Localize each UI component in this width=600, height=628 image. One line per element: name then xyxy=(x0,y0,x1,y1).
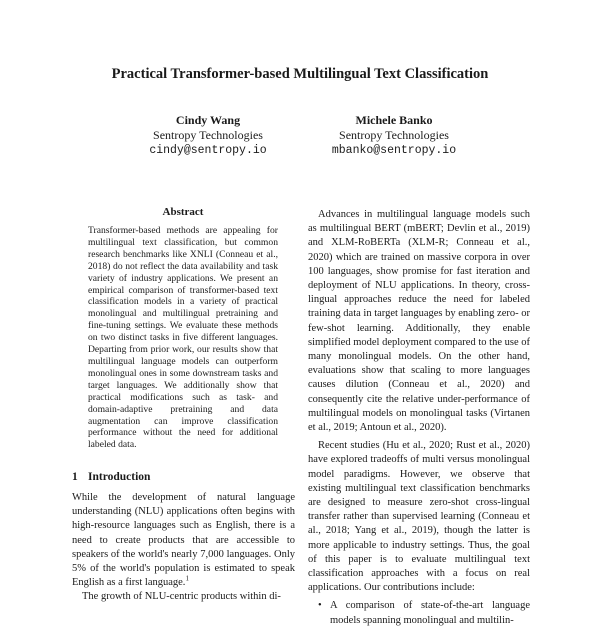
body-paragraph: Advances in multilingual language models such as multilingual BERT (mBERT; Devlin et al., 2019) and XLM-RoBERTa (XLM-R; Conneau et al., 2020) which are trained on massive corpora in over 100 languages, show promise for fast iteration and deployment of NLU applications. In theory, cross-lingual approaches reduce the need for labeled training data in target languages by enabling zero- or few-shot learning. Additionally, they enable simplified model deployment compared to the use of many monolingual models. On the other hand, evaluations show that scaling to more languages causes dilution (Conneau et al., 2020) and consequently cite the relative under-performance of multilingual models on monolingual tasks (Virtanen et al., 2019; Antoun et al., 2020). xyxy=(308,209,530,434)
footnote-mark: 1 xyxy=(185,574,189,583)
list-item: • A comparison of state-of-the-art language models spanning monolingual and multilin- xyxy=(330,599,530,627)
section-heading xyxy=(72,471,150,483)
section-number: 1 xyxy=(72,471,78,483)
intro-paragraph: The growth of NLU-centric products within di- xyxy=(82,591,281,603)
author-block xyxy=(108,113,308,158)
contributions-list xyxy=(308,599,530,627)
author-block xyxy=(294,113,494,158)
author-email: mbanko@sentropy.io xyxy=(331,144,457,157)
section-title: Introduction xyxy=(88,471,151,483)
intro-paragraph-text: While the development of natural language understanding (NLU) applications often begins with high-resource languages such as English, there is a need to create products that are accessible to speakers of the world's nearly 7,000 languages. Only 5% of the world's population is estimated to speak English as a first language. xyxy=(72,492,295,589)
right-column-body xyxy=(308,208,530,628)
author-name: Cindy Wang xyxy=(175,113,241,127)
author-affiliation: Sentropy Technologies xyxy=(339,128,449,142)
left-column-body xyxy=(72,491,295,605)
author-affiliation: Sentropy Technologies xyxy=(153,128,263,142)
author-name: Michele Banko xyxy=(355,113,433,127)
intro-paragraph xyxy=(72,491,295,590)
paper-title: Practical Transformer-based Multilingual Text Classification xyxy=(111,66,489,82)
abstract-text: Transformer-based methods are appealing for multilingual text classification, but common research benchmarks like XNLI (Conneau et al., 2018) do not reflect the data availability and task variety of industry applications. We present an empirical comparison of transformer-based text classification models in a variety of practical monolingual and multilingual pretraining and fine-tuning settings. We evaluate these methods on two distinct tasks in five different languages. Departing from prior work, our results show that multilingual language models can outperform monolingual ones in some downstream tasks and target languages. We additionally show that practical modifications such as task- and domain-adaptive pretraining and data augmentation can improve classification performance without the need for additional labeled data. xyxy=(88,225,278,451)
author-email: cindy@sentropy.io xyxy=(149,144,267,157)
abstract-heading: Abstract xyxy=(162,206,204,218)
body-paragraph: Recent studies (Hu et al., 2020; Rust et al., 2020) have explored tradeoffs of multi versus monolingual model paradigms. However, we observe that existing multilingual text classification benchmarks are designed to measure zero-shot cross-lingual transfer rather than supervised learning (Conneau et al., 2018; Yang et al., 2019), though the latter is more applicable to industry settings. Thus, the goal of this paper is to evaluate multilingual text classification approaches with a focus on real applications. Our contributions include: xyxy=(308,440,530,594)
